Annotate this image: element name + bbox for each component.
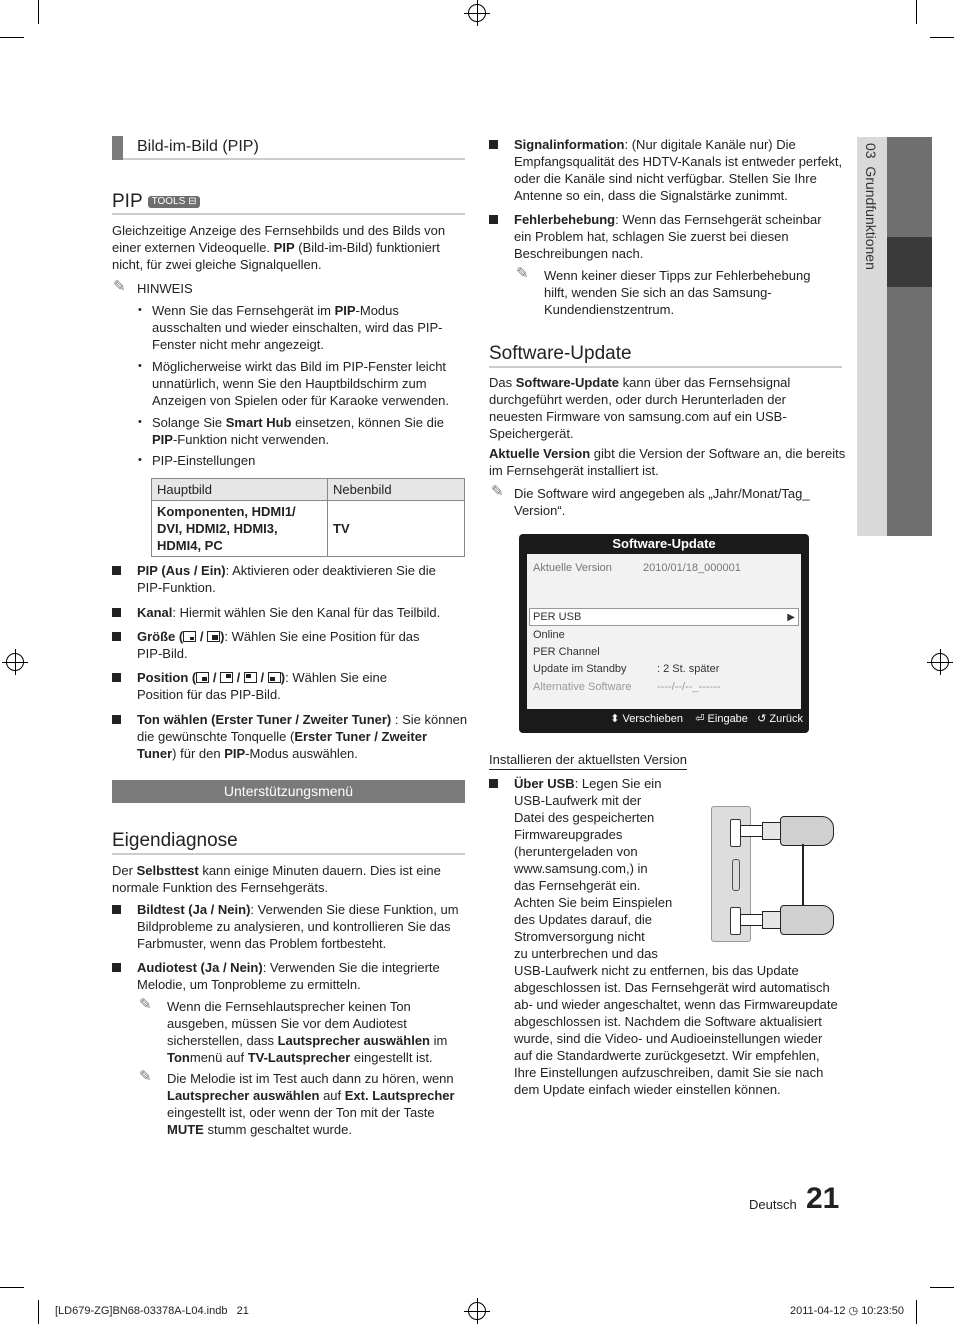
pip-heading: PIP TOOLS ⊟ — [112, 191, 200, 213]
diagnosis-heading: Eigendiagnose — [112, 830, 238, 851]
usb-drive-icon — [780, 905, 834, 935]
software-update-osd — [519, 534, 809, 733]
note-text: Die Melodie ist im Test auch dann zu hören, wenn Lautsprecher auswählen auf Ext. Lautsprecher eingestellt ist, oder wenn der Ton mit der Taste MUTE stumm geschaltet wurde. — [167, 1071, 455, 1137]
footer-language: Deutsch — [749, 1197, 797, 1212]
square-bullet-icon — [489, 215, 498, 224]
osd-panel — [527, 554, 801, 709]
crop-mark — [38, 0, 39, 24]
install-heading: Installieren der aktuellsten Version — [489, 751, 687, 770]
side-tab-label: 03 Grundfunktionen — [863, 143, 879, 270]
bullet-icon: • — [138, 416, 142, 428]
position-bottom-right-icon — [196, 672, 209, 683]
crop-mark — [916, 0, 917, 24]
osd-item-per-channel[interactable]: PER Channel — [533, 646, 600, 658]
note-pencil-icon: ✎ — [139, 996, 152, 1013]
arrow-right-icon: ▶ — [787, 612, 795, 623]
crop-mark — [38, 1300, 39, 1324]
osd-standby-value: : 2 St. später — [657, 663, 720, 675]
footer-file-info: [LD679-ZG]BN68-03378A-L04.indb 21 — [55, 1305, 249, 1317]
divider — [489, 366, 842, 368]
side-tab-marker — [887, 237, 932, 287]
pip-settings-table — [151, 478, 465, 557]
diagnosis-intro: Der Selbsttest kann einige Minuten dauern. Dies ist eine normale Funktion des Fernsehgeräts. — [112, 863, 441, 895]
table-row — [152, 479, 465, 501]
usb-plug-icon — [740, 825, 764, 837]
section-bar — [112, 136, 465, 160]
pip-intro: Gleichzeitige Anzeige des Fernsehbilds und des Bilds von einer externen Videoquelle. PIP (Bild-im-Bild) funktioniert nicht, für zwei gleiche Signalquellen. — [112, 223, 446, 272]
square-bullet-icon — [112, 963, 121, 972]
size-large-icon — [207, 631, 220, 642]
osd-item-standby[interactable]: Update im Standby — [533, 663, 627, 675]
usb-plug-icon — [762, 822, 782, 840]
osd-item-per-usb[interactable]: PER USB ▶ — [529, 608, 799, 626]
osd-current-version-value: 2010/01/18_000001 — [643, 562, 741, 574]
registration-mark-icon — [468, 4, 486, 22]
side-tab-dark — [887, 137, 932, 536]
note-text: Die Software wird angegeben als „Jahr/Monat/Tag_ Version“. — [514, 486, 810, 518]
table-header: Nebenbild — [328, 479, 465, 501]
crop-mark — [0, 37, 24, 38]
return-icon: ↺ — [757, 713, 767, 725]
enter-icon: ⏎ — [695, 713, 705, 725]
square-bullet-icon — [489, 779, 498, 788]
crop-mark — [930, 1287, 954, 1288]
position-top-left-icon — [244, 672, 257, 683]
list-item: Fehlerbehebung: Wenn das Fernsehgerät scheinbar ein Problem hat, schlagen Sie zuerst bei diesen Beschreibungen nach. — [514, 212, 822, 261]
bullet-icon: • — [138, 360, 142, 372]
registration-mark-icon — [468, 1302, 486, 1320]
note-item: Möglicherweise wirkt das Bild im PIP-Fenster leicht unnatürlich, wenn Sie den Hauptbildschirm zum Anzeigen von Spielen oder für Karaoke verwenden. — [152, 359, 450, 408]
note-label: HINWEIS — [137, 281, 193, 296]
square-bullet-icon — [112, 715, 121, 724]
updown-arrow-icon: ⬍ — [610, 713, 620, 725]
registration-mark-icon — [931, 653, 949, 671]
list-item: Bildtest (Ja / Nein): Verwenden Sie diese Funktion, um Bildprobleme zu analysieren, und kontrollieren Sie das Farbmuster, wenn das Problem fortbesteht. — [137, 902, 459, 951]
table-cell: TV — [328, 501, 465, 557]
note-pencil-icon: ✎ — [491, 483, 504, 500]
osd-alternative-value: ----/--/--_------ — [657, 681, 721, 693]
list-item: Kanal: Hiermit wählen Sie den Kanal für das Teilbild. — [137, 605, 441, 620]
square-bullet-icon — [112, 673, 121, 682]
note-text: Wenn die Fernsehlautsprecher keinen Ton ausgeben, müssen Sie vor dem Audiotest sicherstellen, dass Lautsprecher auswählen im Tonmenü auf TV-Lautsprecher eingestellt ist. — [167, 999, 448, 1065]
size-small-icon — [183, 631, 196, 642]
crop-mark — [930, 37, 954, 38]
install-usb-text: Über USB: Legen Sie ein USB-Laufwerk mit der Datei des gespeicherten Firmwareupgrades (heruntergeladen von www.samsung.com,) in das Fernsehgerät ein. Achten Sie beim Einspielen des Updates darauf, die Stromversorgung nicht zu unterbrechen und das — [514, 776, 673, 961]
note-pencil-icon: ✎ — [516, 265, 529, 282]
section-title: Bild-im-Bild (PIP) — [137, 138, 259, 155]
osd-item-alternative: Alternative Software — [533, 681, 632, 693]
install-usb-text-cont: USB-Laufwerk nicht zu entfernen, bis das Update abgeschlossen ist. Das Fernsehgerät wird automatisch ab- und wieder angeschaltet, wenn das Firmwareupdate abgeschlossen ist. Nachdem die Software aktualisiert wurde, sind die Video- und Audioeinstellungen wieder auf die Standardwerte zurückgesetzt. Wir empfehlen, Ihre Einstellungen aufzuschreiben, damit Sie sie nach dem Update einfach wieder einstellen können. — [514, 963, 838, 1097]
square-bullet-icon — [112, 566, 121, 575]
page-number: 21 — [806, 1182, 840, 1215]
square-bullet-icon — [112, 608, 121, 617]
position-top-right-icon — [220, 672, 233, 683]
registration-mark-icon — [6, 653, 24, 671]
note-pencil-icon: ✎ — [139, 1068, 152, 1085]
clock-icon: ◷ — [848, 1305, 859, 1317]
bullet-icon: • — [138, 454, 142, 466]
square-bullet-icon — [489, 140, 498, 149]
bullet-icon: • — [138, 304, 142, 316]
list-item: PIP (Aus / Ein): Aktivieren oder deaktivieren Sie die PIP-Funktion. — [137, 563, 436, 595]
tools-icon: ⊟ — [188, 196, 197, 207]
square-bullet-icon — [112, 632, 121, 641]
software-update-heading: Software-Update — [489, 343, 632, 364]
square-bullet-icon — [112, 905, 121, 914]
usb-drive-icon — [780, 816, 834, 846]
usb-plug-icon — [762, 911, 782, 929]
list-item: Ton wählen (Erster Tuner / Zweiter Tuner) : Sie können die gewünschte Tonquelle (Erster Tuner / Zweiter Tuner) für den PIP-Modus auswählen. — [137, 712, 468, 761]
position-bottom-left-icon — [268, 672, 281, 683]
table-row — [152, 501, 465, 557]
table-header: Hauptbild — [152, 479, 328, 501]
footer-timestamp: 2011-04-12 ◷ 10:23:50 — [790, 1305, 905, 1317]
usb-plug-icon — [740, 914, 764, 926]
osd-title: Software-Update — [612, 536, 716, 551]
table-cell: Komponenten, HDMI1/ DVI, HDMI2, HDMI3, HDMI4, PC — [152, 501, 328, 557]
osd-current-version-label: Aktuelle Version — [533, 562, 612, 574]
hdmi-port-icon — [732, 859, 740, 891]
tools-badge: TOOLS ⊟ — [148, 196, 201, 208]
note-item: Solange Sie Smart Hub einsetzen, können Sie die PIP-Funktion nicht verwenden. — [152, 415, 444, 447]
note-pencil-icon: ✎ — [113, 278, 126, 295]
divider — [112, 213, 465, 215]
osd-nav-bar: ⬍ Verschieben ⏎ Eingabe ↺ Zurück — [610, 713, 803, 725]
osd-item-online[interactable]: Online — [533, 629, 565, 641]
note-item: PIP-Einstellungen — [152, 453, 256, 468]
crop-mark — [916, 1300, 917, 1324]
crop-mark — [0, 1287, 24, 1288]
list-item: Signalinformation: (Nur digitale Kanäle nur) Die Empfangsqualität des HDTV-Kanals ist entweder perfekt, oder die Kanäle sind nicht verfügbar. Stellen Sie Ihre Antenne so ein, dass die Signalstärke zunimmt. — [514, 137, 843, 203]
list-item: Audiotest (Ja / Nein): Verwenden Sie die integrierte Melodie, um Tonprobleme zu ermitteln. — [137, 960, 440, 992]
list-item: Größe ( / ): Wählen Sie eine Position für das PIP-Bild. — [137, 629, 420, 661]
note-item: Wenn Sie das Fernsehgerät im PIP-Modus ausschalten und wieder einschalten, wird das PIP- Fenster nicht mehr angezeigt. — [152, 303, 443, 352]
software-update-intro: Das Software-Update kann über das Fernsehsignal durchgeführt werden, oder durch Herunterladen der neuesten Firmware von samsung.com auf ein USB- Speichergerät. Aktuelle Version gibt die Version der Software an, die bereits im Fernsehgerät installiert ist. — [489, 375, 846, 478]
divider — [112, 853, 465, 855]
list-item: Position ( / / / ): Wählen Sie eine Position für das PIP-Bild. — [137, 670, 387, 702]
support-menu-bar: Unterstützungsmenü — [112, 780, 465, 803]
note-text: Wenn keiner dieser Tipps zur Fehlerbehebung hilft, wenden Sie sich an das Samsung- Kundendienstzentrum. — [544, 268, 811, 317]
connector-line — [802, 844, 804, 905]
